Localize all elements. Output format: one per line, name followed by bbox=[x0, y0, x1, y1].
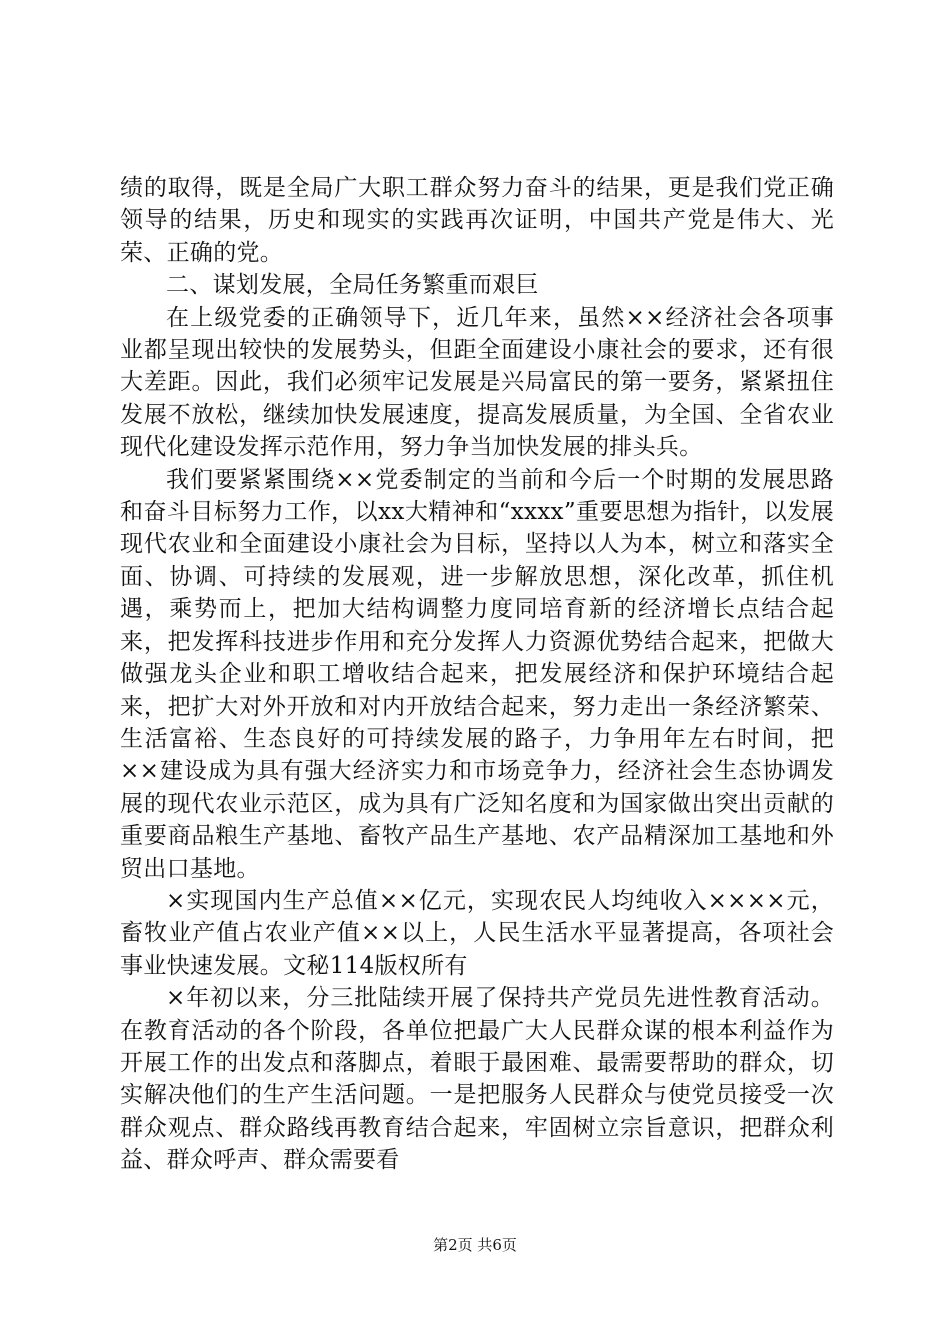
paragraph: ×年初以来，分三批陆续开展了保持共产党员先进性教育活动。在教育活动的各个阶段，各单位把最广大人民群众谋的根本利益作为开展工作的出发点和落脚点，着眼于最困难、最需要帮助的群众，切实解决他们的生产生活问题。一是把服务人民群众与使党员接受一次群众观点、群众路线再教育结合起来，牢固树立宗旨意识，把群众利益、群众呼声、群众需要看 bbox=[120, 985, 834, 1174]
section-heading: 二、谋划发展，全局任务繁重而艰巨 bbox=[166, 272, 539, 299]
document-body bbox=[120, 172, 834, 1177]
page-footer: 第2页 共6页 bbox=[433, 1236, 517, 1254]
paragraph-continuation: 绩的取得，既是全局广大职工群众努力奋斗的结果，更是我们党正确领导的结果，历史和现实的实践再次证明，中国共产党是伟大、光荣、正确的党。 bbox=[120, 175, 834, 266]
paragraph: 我们要紧紧围绕××党委制定的当前和今后一个时期的发展思路和奋斗目标努力工作，以xx大精神和“xxxx”重要思想为指针，以发展现代农业和全面建设小康社会为目标，坚持以人为本，树立和落实全面、协调、可持续的发展观，进一步解放思想，深化改革，抓住机遇，乘势而上，把加大结构调整力度同培育新的经济增长点结合起来，把发挥科技进步作用和充分发挥人力资源优势结合起来，把做大做强龙头企业和职工增收结合起来，把发展经济和保护环境结合起来，把扩大对外开放和对内开放结合起来，努力走出一条经济繁荣、生活富裕、生态良好的可持续发展的路子，力争用年左右时间，把××建设成为具有强大经济实力和市场竞争力，经济社会生态协调发展的现代农业示范区，成为具有广泛知名度和为国家做出突出贡献的重要商品粮生产基地、畜牧产品生产基地、农产品精深加工基地和外贸出口基地。 bbox=[120, 466, 834, 882]
paragraph: ×实现国内生产总值××亿元，实现农民人均纯收入××××元，畜牧业产值占农业产值××以上，人民生活水平显著提高，各项社会事业快速发展。文秘114版权所有 bbox=[120, 887, 834, 979]
paragraph: 在上级党委的正确领导下，近几年来，虽然××经济社会各项事业都呈现出较快的发展势头，但距全面建设小康社会的要求，还有很大差距。因此，我们必须牢记发展是兴局富民的第一要务，紧紧扭住发展不放松，继续加快发展速度，提高发展质量，为全国、全省农业现代化建设发挥示范作用，努力争当加快发展的排头兵。 bbox=[120, 304, 834, 461]
